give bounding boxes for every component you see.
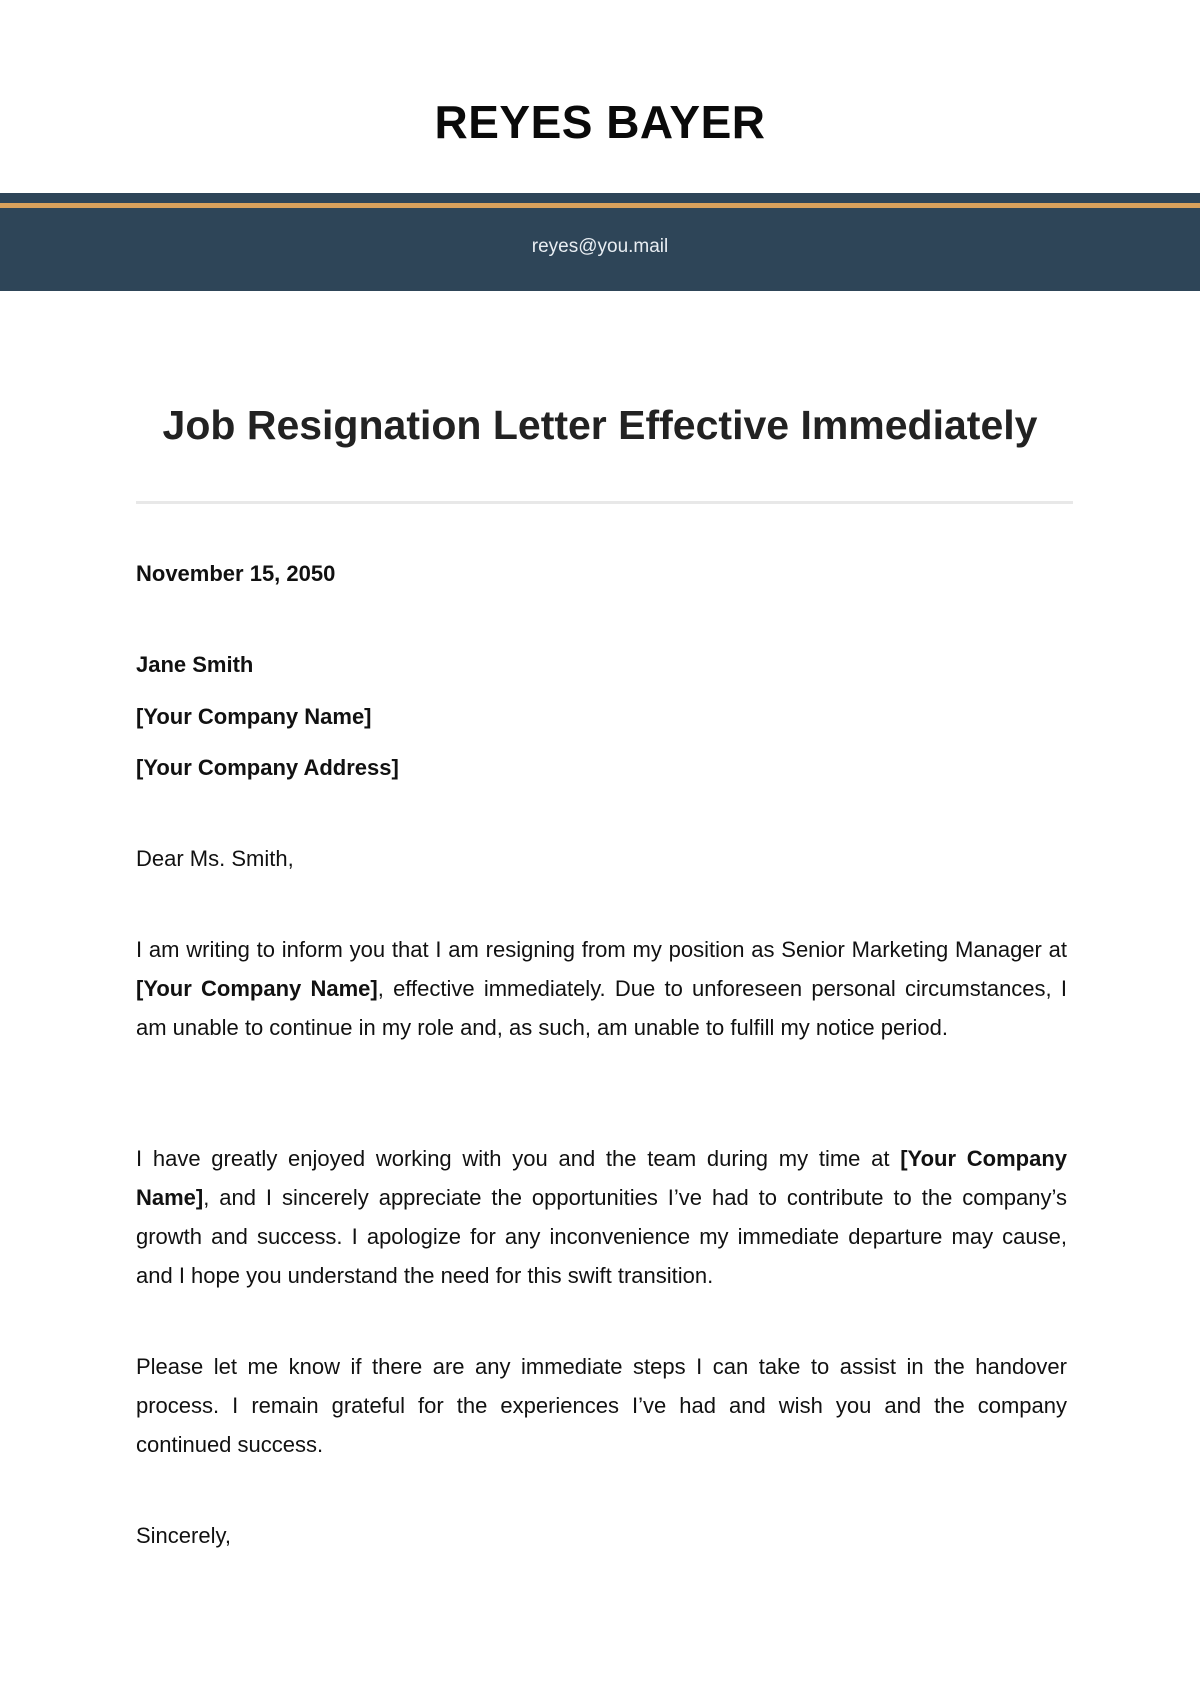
p2-company: [Your Company Name]: [136, 1146, 1067, 1210]
divider: [136, 501, 1073, 504]
paragraph-3: Please let me know if there are any immediate steps I can take to assist in the handover process. I remain grateful for the experiences I’ve had and wish you and the company continued success.: [136, 1354, 1067, 1457]
salutation: Dear Ms. Smith,: [136, 846, 294, 871]
paragraph-1: [136, 930, 1067, 1047]
header-stripe: [0, 203, 1200, 208]
paragraph-2: [136, 1139, 1067, 1295]
p1-company: [Your Company Name]: [136, 976, 378, 1001]
letter-title: Job Resignation Letter Effective Immediately: [162, 402, 1038, 448]
p1-text: I am writing to inform you that I am resigning from my position as Senior Marketing Manager at: [136, 937, 1067, 962]
p1-text-end: , effective immediately. Due to unforeseen personal circumstances, I am unable to continue in my role and, as such, am unable to fulfill my notice period.: [136, 976, 1067, 1040]
p2-text-end: , and I sincerely appreciate the opportunities I’ve had to contribute to the company’s growth and success. I apologize for any inconvenience my immediate departure may cause, and I hope you understand the need for this swift transition.: [136, 1185, 1067, 1288]
sender-name: REYES BAYER: [434, 96, 766, 148]
p2-text: I have greatly enjoyed working with you and the team during my time at: [136, 1146, 901, 1171]
recipient-company: [Your Company Name]: [136, 704, 372, 729]
closing: Sincerely,: [136, 1523, 231, 1548]
recipient-address: [Your Company Address]: [136, 755, 399, 780]
letter-date: November 15, 2050: [136, 561, 336, 586]
sender-email: reyes@you.mail: [531, 236, 669, 257]
recipient-name: Jane Smith: [136, 652, 254, 677]
